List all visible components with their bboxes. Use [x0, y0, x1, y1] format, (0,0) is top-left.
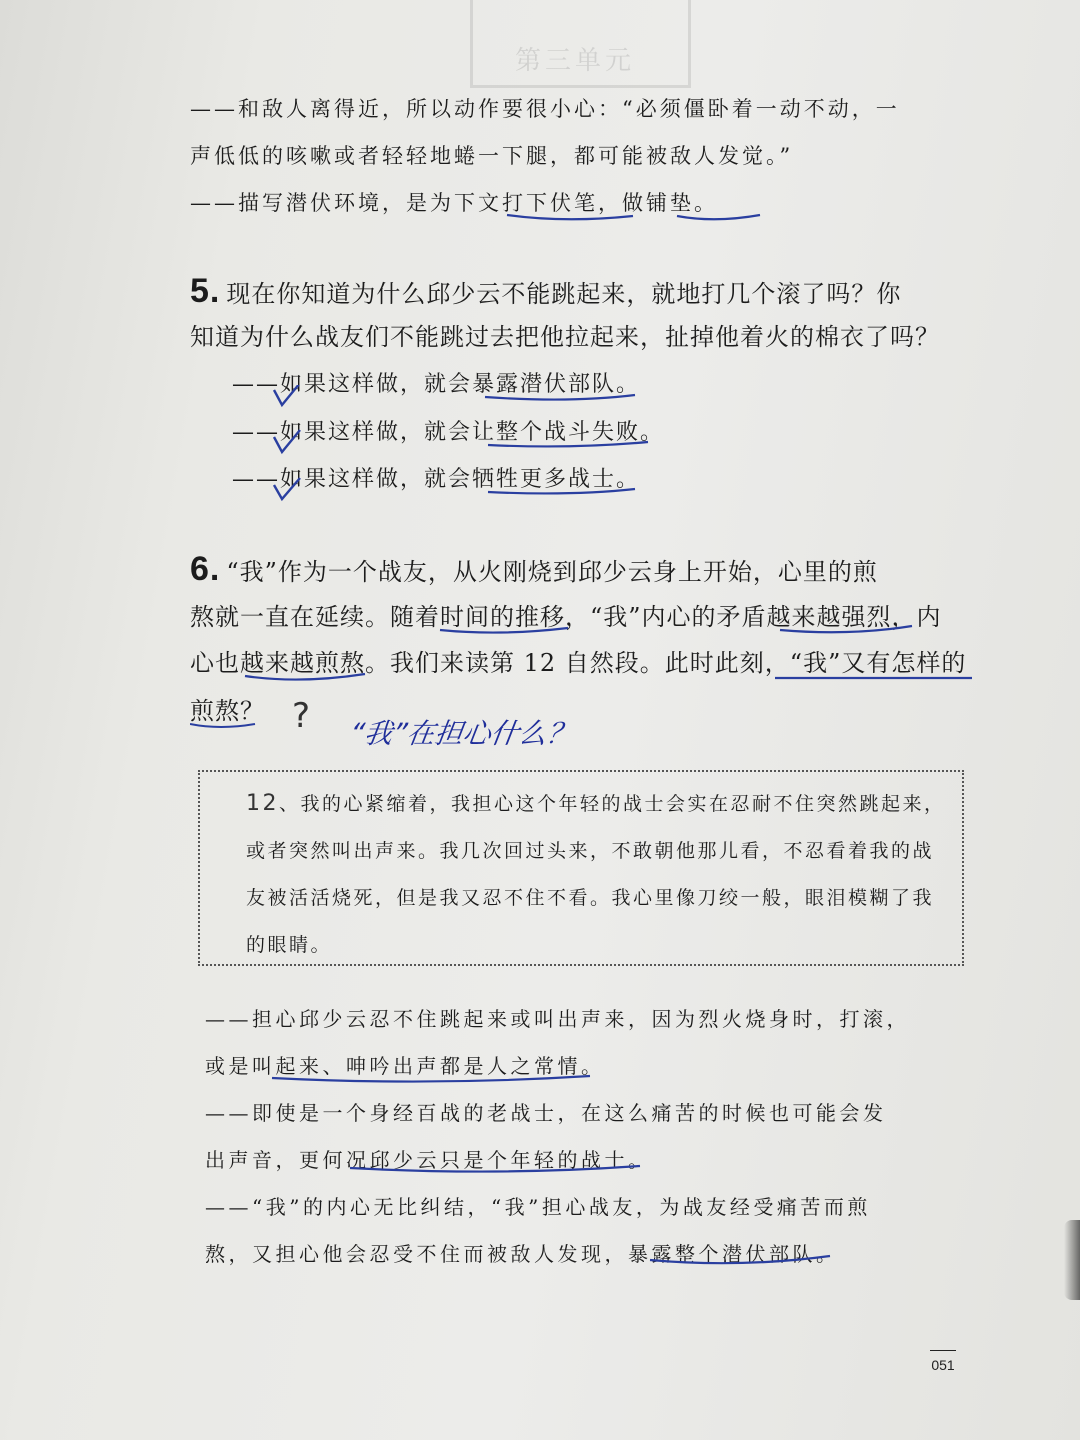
q5-answer-3: ——如果这样做，就会牺牲更多战士。 [232, 467, 641, 492]
top-line-2: 声低低的咳嗽或者轻轻地蜷一下腿，都可能被敌人发觉。” [190, 144, 794, 168]
q6-answer-underlines [200, 1072, 840, 1272]
excerpt-line-1-text: 、我的心紧缩着，我担心这个年轻的战士会实在忍耐不住突然跳起来， [279, 793, 946, 815]
q6-answer-line-6: 熬，又担心他会忍受不住而被敌人发现，暴露整个潜伏部队。 [205, 1242, 840, 1266]
question-6-number: 6. [190, 550, 221, 588]
handwritten-note: “我”在担心什么？ [347, 717, 578, 750]
q6-answer-line-3: ——即使是一个身经百战的老战士，在这么痛苦的时候也可能会发 [205, 1101, 887, 1125]
excerpt-paragraph-number: 12 [246, 791, 279, 816]
excerpt-line-2: 或者突然叫出声来。我几次回过头来，不敢朝他那儿看，不忍看着我的战 [246, 840, 935, 862]
top-line-3-text: ——描写潜伏环境，是为下文打下伏笔，做铺垫。 [190, 191, 718, 215]
excerpt-line-4: 的眼睛。 [246, 934, 333, 956]
question-5-line-2: 知道为什么战友们不能跳过去把他拉起来，扯掉他着火的棉衣了吗？ [190, 323, 940, 351]
question-5-line-1 [190, 268, 970, 317]
question-6-line-1 [190, 546, 970, 595]
q6-answer-line-1: ——担心邱少云忍不住跳起来或叫出声来，因为烈火烧身时，打滚， [205, 1007, 910, 1031]
question-5-text-1: 现在你知道为什么邱少云不能跳起来，就地打几个滚了吗？你 [226, 280, 902, 308]
question-6-line-3: 心也越来越煎熬。我们来读第 12 自然段。此时此刻，“我”又有怎样的 [190, 649, 967, 677]
question-6-line-4: 煎熬？ [190, 697, 265, 725]
bleed-through-header: 第三单元 [515, 46, 636, 76]
excerpt-line-1 [246, 780, 946, 828]
question-6-text-1: “我”作为一个战友，从火刚烧到邱少云身上开始，心里的煎 [226, 558, 878, 586]
excerpt-line-3: 友被活活烧死，但是我又忍不住不看。我心里像刀绞一般，眼泪模糊了我 [246, 887, 935, 909]
q6-answer-line-5: ——“我”的内心无比纠结，“我”担心战友，为战友经受痛苦而煎 [205, 1195, 871, 1219]
q5-answer-underlines [270, 385, 650, 505]
page-edge-shadow [1064, 1220, 1080, 1300]
question-5-number: 5. [190, 272, 221, 310]
q6-answer-line-4: 出声音，更何况邱少云只是个年轻的战士。 [205, 1148, 652, 1172]
page-number: 051 [930, 1350, 956, 1373]
q5-answer-2: ——如果这样做，就会让整个战斗失败。 [232, 420, 665, 445]
top-line-1: ——和敌人离得近，所以动作要很小心：“必须僵卧着一动不动，一 [190, 97, 900, 121]
q6-answer-line-2: 或是叫起来、呻吟出声都是人之常情。 [205, 1054, 605, 1078]
underline-foreshadow [505, 211, 765, 223]
question-6-line-2: 熬就一直在延续。随着时间的推移，“我”内心的矛盾越来越强烈，内 [190, 603, 942, 631]
excerpt-text [246, 780, 946, 969]
q5-answer-1: ——如果这样做，就会暴露潜伏部队。 [232, 372, 641, 397]
handwritten-question-mark: ? [292, 696, 311, 736]
